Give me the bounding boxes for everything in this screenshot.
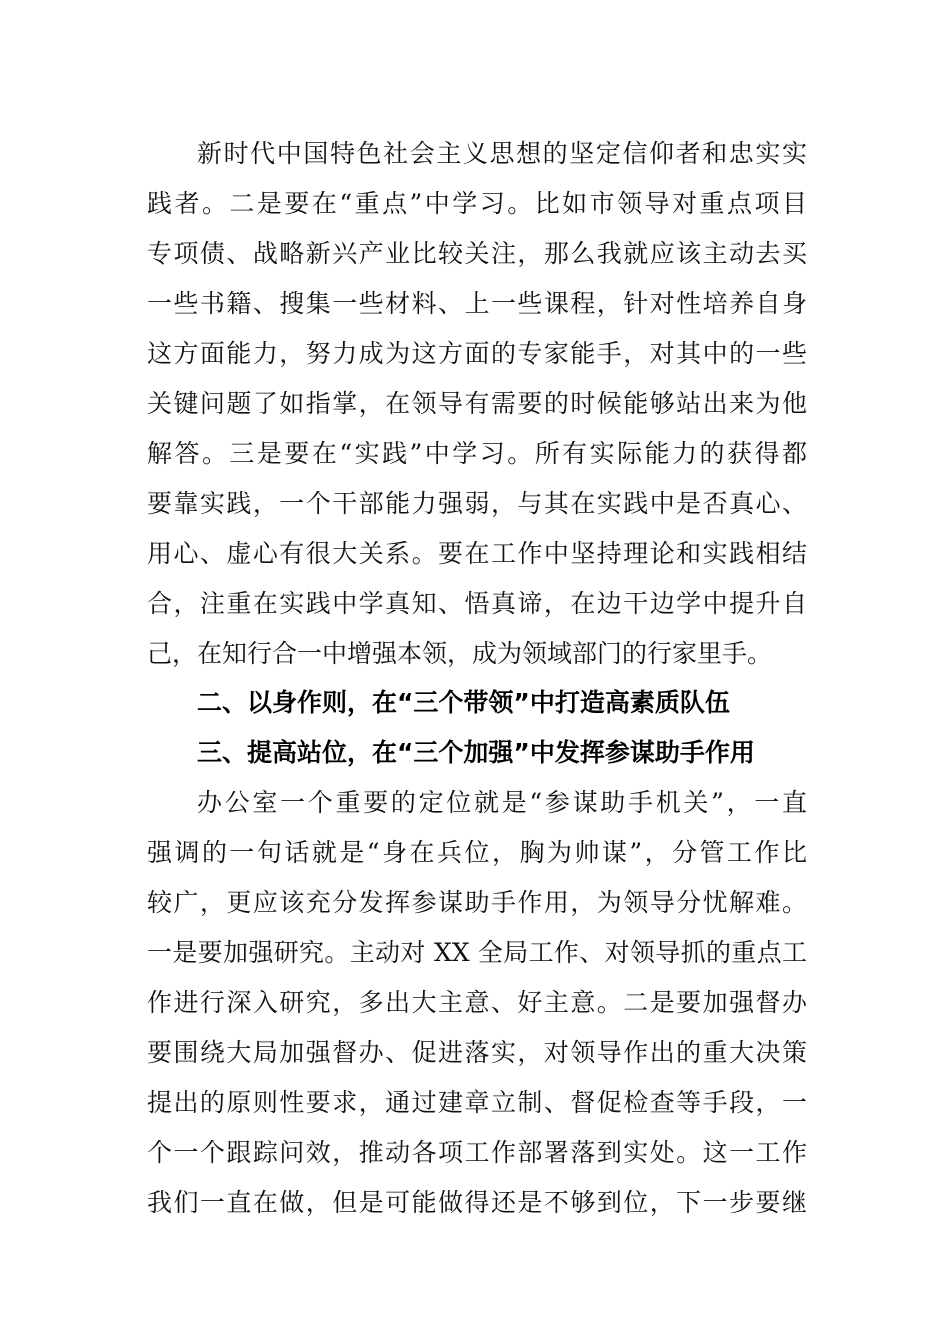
para2-line-4: 一是要加强研究。主动对 XX 全局工作、对领导抓的重点工	[147, 938, 807, 967]
para1-line-9: 用心、虚心有很大关系。要在工作中坚持理论和实践相结	[147, 539, 807, 568]
para2-line-6: 要围绕大局加强督办、促进落实，对领导作出的重大决策	[147, 1038, 807, 1067]
para2-line-5: 作进行深入研究，多出大主意、好主意。二是要加强督办	[147, 988, 807, 1017]
para1-line-2: 践者。二是要在“重点”中学习。比如市领导对重点项目	[147, 189, 807, 218]
para1-line-6: 关键问题了如指掌，在领导有需要的时候能够站出来为他	[147, 389, 807, 418]
para1-line-8: 要靠实践，一个干部能力强弱，与其在实践中是否真心、	[147, 489, 807, 518]
section-heading-2: 二、以身作则，在“三个带领”中打造高素质队伍	[197, 688, 730, 717]
para1-line-5: 这方面能力，努力成为这方面的专家能手，对其中的一些	[147, 339, 807, 368]
para1-line-11: 己，在知行合一中增强本领，成为领域部门的行家里手。	[147, 639, 773, 668]
para2-line-1: 办公室一个重要的定位就是“参谋助手机关”，一直	[197, 788, 807, 817]
para2-line-9: 我们一直在做，但是可能做得还是不够到位，下一步要继	[147, 1188, 807, 1217]
para1-line-7: 解答。三是要在“实践”中学习。所有实际能力的获得都	[147, 439, 807, 468]
para1-line-1: 新时代中国特色社会主义思想的坚定信仰者和忠实实	[197, 139, 807, 168]
para2-line-7: 提出的原则性要求，通过建章立制、督促检查等手段，一	[147, 1088, 807, 1117]
para1-line-3: 专项债、战略新兴产业比较关注，那么我就应该主动去买	[147, 239, 807, 268]
para2-line-8: 个一个跟踪问效，推动各项工作部署落到实处。这一工作	[147, 1138, 807, 1167]
para1-line-10: 合，注重在实践中学真知、悟真谛，在边干边学中提升自	[147, 589, 807, 618]
para2-line-3: 较广，更应该充分发挥参谋助手作用，为领导分忧解难。	[147, 888, 807, 917]
section-heading-3: 三、提高站位，在“三个加强”中发挥参谋助手作用	[197, 738, 755, 767]
para1-line-4: 一些书籍、搜集一些材料、上一些课程，针对性培养自身	[147, 289, 807, 318]
para2-line-2: 强调的一句话就是“身在兵位，胸为帅谋”，分管工作比	[147, 838, 807, 867]
